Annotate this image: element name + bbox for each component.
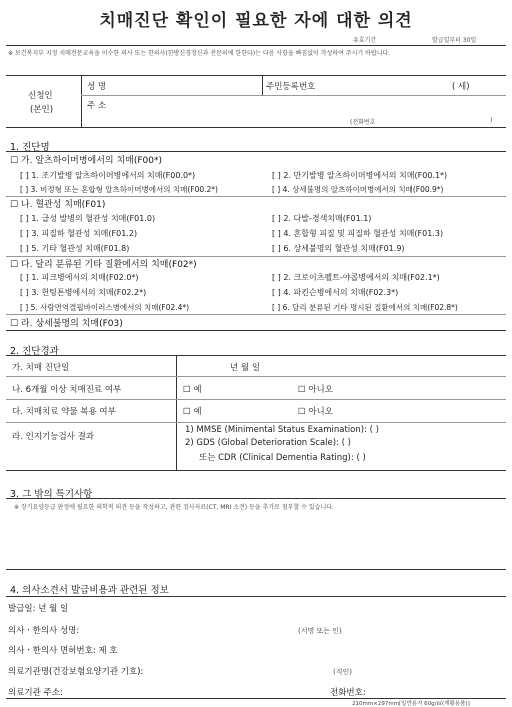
phone-label: (전화번호 (350, 119, 376, 126)
checkbox-f00-9[interactable]: [ ] 4. 상세불명의 알츠하이머병에서의 치매(F00.9*) (272, 185, 444, 194)
section2-bottom (6, 470, 506, 471)
section2-row-divider (6, 422, 506, 423)
section3-note: ※ 장기요양등급 판정에 필요한 의학적 의견 등을 작성하고, 관련 검사자료(CT, MRI 소견) 등을 추가로 첨부할 수 있습니다. (14, 504, 334, 511)
phone-close: ) (490, 117, 493, 124)
section3-bottom (6, 569, 506, 570)
category-alzheimer[interactable]: ☐ 가. 알츠하이머병에서의 치매(F00*) (10, 156, 162, 166)
cognitive-test-label: 라. 인지기능검사 결과 (12, 432, 95, 442)
category-unspecified[interactable]: ☐ 라. 상세불명의 치매(F03) (10, 319, 123, 329)
section2-title: 2. 진단경과 (10, 346, 59, 357)
validity-value: 발급일부터 30일 (432, 37, 477, 44)
checkbox-f01-3[interactable]: [ ] 4. 혼합형 피질 및 피질하 혈관성 치매(F01.3) (272, 229, 444, 238)
section4-top (6, 596, 506, 597)
treatment-yes-checkbox[interactable]: ☐ 예 (183, 385, 202, 395)
checkbox-f02-1[interactable]: [ ] 2. 크로이츠펠트-야콥병에서의 치매(F02.1*) (272, 273, 440, 282)
category-vascular[interactable]: ☐ 나. 혈관성 치매(F01) (10, 200, 106, 210)
institution-name-label: 의료기관명(건강보험요양기관 기호): (8, 667, 144, 677)
checkbox-f01-9[interactable]: [ ] 6. 상세불명의 혈관성 치매(F01.9) (272, 244, 405, 253)
section1-title: 1. 진단명 (10, 142, 50, 153)
checkbox-f01-2[interactable]: [ ] 3. 피질하 혈관성 치매(F01.2) (20, 229, 138, 238)
applicant-label-self: (본인) (30, 105, 54, 115)
diagnosis-date-field[interactable]: 년 월 일 (230, 363, 261, 373)
section2-row-divider (6, 399, 506, 400)
checkbox-f00-1[interactable]: [ ] 2. 만기발병 알츠하이머병에서의 치매(F00.1*) (272, 171, 448, 180)
section2-top (6, 355, 506, 356)
gds-field[interactable]: 2) GDS (Global Deterioration Scale): ( ) (185, 438, 351, 448)
applicant-bottom-border (6, 127, 506, 128)
applicant-mid-divider (262, 75, 263, 95)
remarks-area[interactable] (6, 512, 506, 569)
checkbox-f01-8[interactable]: [ ] 5. 기타 혈관성 치매(F01.8) (20, 244, 130, 253)
checkbox-f02-4[interactable]: [ ] 5. 사람면역결핍바이러스병에서의 치매(F02.4*) (20, 303, 190, 312)
issue-date-field[interactable]: 발급일: 년 월 일 (8, 604, 69, 614)
section3-top (6, 498, 506, 499)
cdr-field[interactable]: 또는 CDR (Clinical Dementia Rating): ( ) (199, 453, 366, 463)
medication-no-checkbox[interactable]: ☐ 아니오 (298, 407, 333, 417)
applicant-label-divider (81, 75, 82, 127)
checkbox-f02-8[interactable]: [ ] 6. 달리 분류된 기타 명시된 질환에서의 치매(F02.8*) (272, 303, 458, 312)
license-number-field[interactable]: 의사ㆍ한의사 면허번호: 제 호 (8, 646, 118, 656)
checkbox-f02-3[interactable]: [ ] 4. 파킨슨병에서의 치매(F02.3*) (272, 288, 399, 297)
treatment-no-checkbox[interactable]: ☐ 아니오 (298, 385, 333, 395)
diagnosis-date-label: 가. 치매 진단일 (12, 363, 70, 373)
section1-divider (6, 151, 506, 152)
institution-phone-label: 전화번호: (330, 688, 366, 698)
section3-title: 3. 그 밖의 특기사항 (10, 489, 93, 500)
checkbox-f01-1[interactable]: [ ] 2. 다발-경색치매(F01.1) (272, 214, 372, 223)
medication-label: 다. 치매치료 약물 복용 여부 (12, 407, 116, 417)
section2-row-divider (6, 376, 506, 377)
signature-field[interactable]: (서명 또는 인) (298, 627, 342, 635)
paper-spec-footer: 210mm×297mm[일반용지 60g/㎡(재활용품)] (352, 701, 470, 707)
applicant-row-divider (81, 95, 506, 96)
institution-address-label: 의료기관 주소: (8, 688, 63, 698)
checkbox-f02-0[interactable]: [ ] 1. 피크병에서의 치매(F02.0*) (20, 273, 139, 282)
seal-field[interactable]: (직인) (333, 668, 352, 676)
name-label: 성 명 (87, 82, 107, 92)
notice-text: ※ 보건복지부 지정 치매전문교육을 이수한 의사 또는 한의사(한방신경정신과 전문의에 한한다)는 다음 사항을 빠짐없이 작성하여 주시기 바랍니다. (8, 50, 391, 57)
page-title: 치매진단 확인이 필요한 자에 대한 의견 (99, 11, 413, 31)
checkbox-f00-2[interactable]: [ ] 3. 비정형 또는 혼합형 알츠하이머병에서의 치매(F00.2*) (20, 185, 218, 194)
section4-title: 4. 의사소견서 발급비용과 관련된 정보 (10, 585, 169, 596)
doctor-name-label: 의사ㆍ한의사 성명: (8, 626, 80, 636)
medication-yes-checkbox[interactable]: ☐ 예 (183, 407, 202, 417)
checkbox-f00-0[interactable]: [ ] 1. 조기발병 알츠하이머병에서의 치매(F00.0*) (20, 171, 196, 180)
section1-bottom (6, 330, 506, 331)
applicant-label: 신청인 (28, 91, 53, 101)
age-field[interactable]: ( 세) (452, 82, 470, 92)
checkbox-f02-2[interactable]: [ ] 3. 헌팅톤병에서의 치매(F02.2*) (20, 288, 147, 297)
rrn-label: 주민등록번호 (266, 82, 316, 92)
section2-col-divider (176, 355, 177, 470)
validity-label: 유효기간 (353, 37, 377, 44)
checkbox-f01-0[interactable]: [ ] 1. 급성 발병의 혈관성 치매(F01.0) (20, 214, 156, 223)
category-divider (6, 314, 506, 315)
mmse-field[interactable]: 1) MMSE (Minimental Status Examination): ( ) (185, 425, 379, 435)
category-other-disease[interactable]: ☐ 다. 달리 분류된 기타 질환에서의 치매(F02*) (10, 260, 197, 270)
treatment-6month-label: 나. 6개월 이상 치매진료 여부 (12, 385, 122, 395)
top-divider (6, 45, 506, 46)
address-label: 주 소 (87, 101, 107, 111)
